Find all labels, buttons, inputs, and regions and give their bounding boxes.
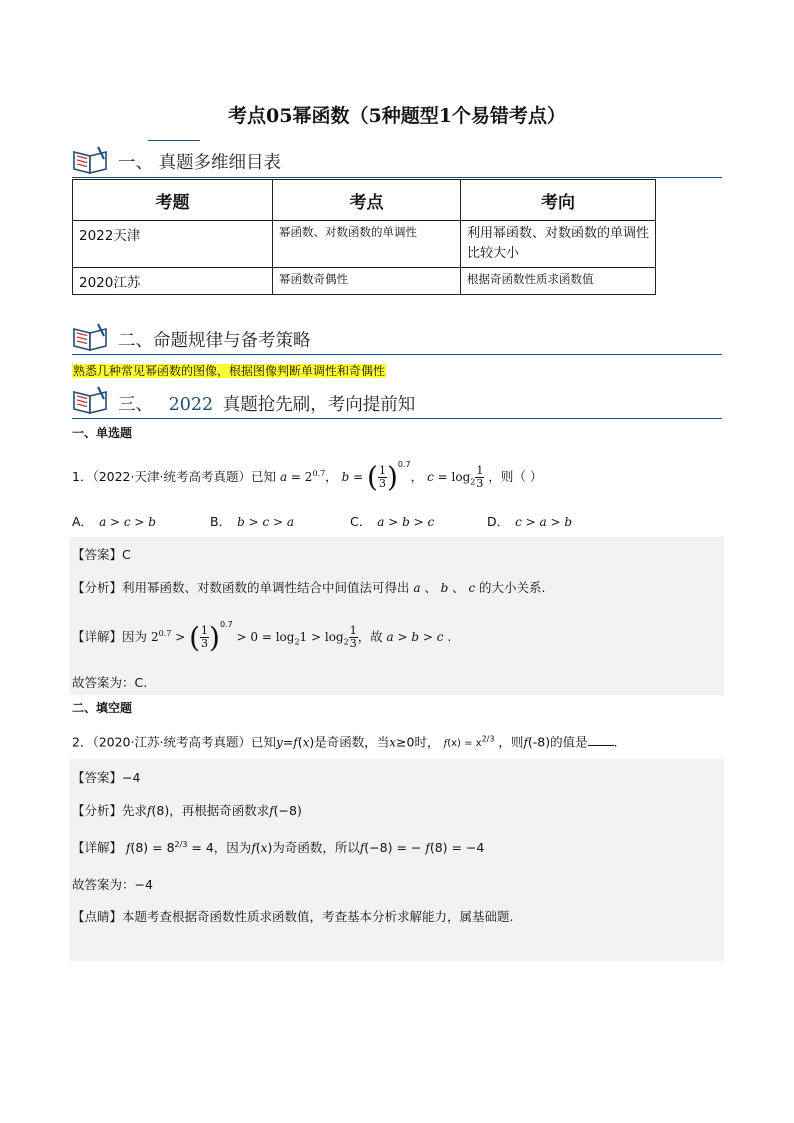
comment-label: 【点睛】 [72, 909, 123, 924]
comment-2 [72, 907, 514, 925]
section-1-heading: 一、 真题多维细目表 [118, 153, 282, 173]
detail-text: ，因为 [213, 840, 252, 855]
analysis-label: 【分析】 [72, 580, 123, 595]
answer-2 [72, 768, 140, 786]
table-header: 考向 [461, 180, 656, 221]
analysis-1: 【分析】利用幂函数、对数函数的单调性结合中间值法可得出 a 、 b 、 c 的大小关系. [72, 580, 546, 595]
option-b[interactable]: B． b > c > a [210, 514, 295, 529]
detail-text: 为奇函数，所以 [272, 840, 360, 855]
math-c: c [427, 470, 434, 484]
question-1-suffix: ，则（ ） [488, 469, 543, 484]
table-cell: 幂函数、对数函数的单调性 [273, 221, 461, 268]
table-header-row [73, 180, 656, 221]
section-3-year: 2022 [168, 395, 214, 415]
question-1: 1．（2022·天津·统考高考真题）已知 $a = 2^{0.7}$， b = ( $\frac{1}{3}$ )$^{0.7}$， $c = \log_2$ $\frac{1}{3}$ ，则（ ） [72, 460, 543, 494]
table-cell: 2020江苏 [73, 268, 273, 295]
section-1-rule [72, 177, 722, 178]
question-2-text: 是奇函数，当 [314, 734, 390, 750]
detail-text: ，故 [357, 629, 383, 644]
comment-text: 本题考查根据奇函数性质求函数值，考查基本分析求解能力，属基础题. [122, 909, 514, 924]
analysis-text: ，再根据奇函数求 [169, 803, 270, 818]
table-header: 考点 [273, 180, 461, 221]
detail-label: 【详解】 [72, 629, 123, 644]
section-top-rule [148, 140, 200, 141]
book-icon [72, 385, 110, 415]
book-icon [72, 145, 110, 175]
table-row [73, 221, 656, 268]
answer-blank[interactable] [588, 735, 614, 746]
detail-label: 【详解】 [72, 840, 123, 855]
option-c[interactable]: C． a > b > c [350, 514, 435, 529]
strategy-line [72, 360, 386, 379]
answer-label: 【答案】 [72, 770, 123, 785]
table-header: 考题 [73, 180, 273, 221]
question-2-text: ，则 [498, 734, 524, 750]
part-1-heading: 一、单选题 [72, 426, 133, 440]
option-label: B． [210, 514, 232, 529]
question-2-text: 的值是 [550, 734, 588, 750]
table-cell: 2022天津 [73, 221, 273, 268]
exam-table [72, 179, 656, 295]
table-row [73, 268, 656, 295]
question-2-prefix: 2．（2020·江苏·统考高考真题）已知 [72, 734, 276, 750]
question-2-text: 时， [414, 734, 440, 750]
answer-block-1 [70, 537, 724, 695]
book-icon [72, 322, 110, 352]
strategy-text: 熟悉几种常见幂函数的图像，根据图像判断单调性和奇偶性 [73, 364, 386, 378]
answer-1 [72, 545, 131, 563]
analysis-text: 先求 [122, 803, 148, 818]
question-2: 2．（2020·江苏·统考高考真题）已知y=f(x)是奇函数，当x≥0时， $f(x) = x^{2/3}$ ，则f(-8)的值是 . [72, 734, 618, 750]
option-label: C． [350, 514, 372, 529]
analysis-text: 的大小关系. [479, 580, 546, 595]
analysis-label: 【分析】 [72, 803, 123, 818]
option-d[interactable]: D． c > a > b [487, 514, 573, 529]
final-answer-2: 故答案为：−4 [72, 877, 153, 892]
final-answer-1: 故答案为：C. [72, 675, 148, 690]
part-2-heading: 二、填空题 [72, 701, 133, 715]
answer-value: C [122, 547, 131, 562]
option-label: A． [72, 514, 94, 529]
math-a: a [279, 470, 288, 484]
fraction: $\frac{1}{3}$ [378, 464, 386, 490]
table-cell: 利用幂函数、对数函数的单调性比较大小 [461, 221, 656, 268]
question-1-prefix: 1．（2022·天津·统考高考真题）已知 [72, 469, 276, 484]
option-a[interactable]: A． a > c > b [72, 514, 156, 529]
page-title: 考点05幂函数（5种题型1个易错考点） [228, 105, 566, 127]
detail-2: 【详解】 $f(8) = 8^{2/3} = 4$，因为f(x)为奇函数，所以f(−8) = − f(8) = −4 [72, 839, 485, 855]
detail-1: 【详解】因为 $2^{0.7}$ > ( $\frac{1}{3}$ )$^{0.7} > 0 = \log_21 > \log_2$ $\frac{1}{3}$ ，故 a > b > c . [72, 620, 452, 654]
answer-block-2 [70, 759, 724, 961]
table-cell: 根据奇函数性质求函数值 [461, 268, 656, 295]
table-cell: 幂函数奇偶性 [273, 268, 461, 295]
math-b: b [341, 470, 350, 484]
analysis-text: 利用幂函数、对数函数的单调性结合中间值法可得出 [122, 580, 410, 595]
section-3-rule [72, 418, 722, 419]
section-3-prefix: 三、 [118, 395, 153, 415]
answer-value: −4 [122, 770, 141, 785]
section-2-rule [72, 354, 722, 355]
detail-text: 因为 [122, 629, 148, 644]
option-label: D． [487, 514, 510, 529]
section-3-heading [118, 391, 415, 416]
section-2-heading: 二、命题规律与备考策略 [118, 331, 311, 351]
analysis-2: 【分析】先求f(8)，再根据奇函数求f(−8) [72, 803, 302, 818]
answer-label: 【答案】 [72, 547, 123, 562]
section-3-rest: 真题抢先刷，考向提前知 [222, 395, 416, 415]
